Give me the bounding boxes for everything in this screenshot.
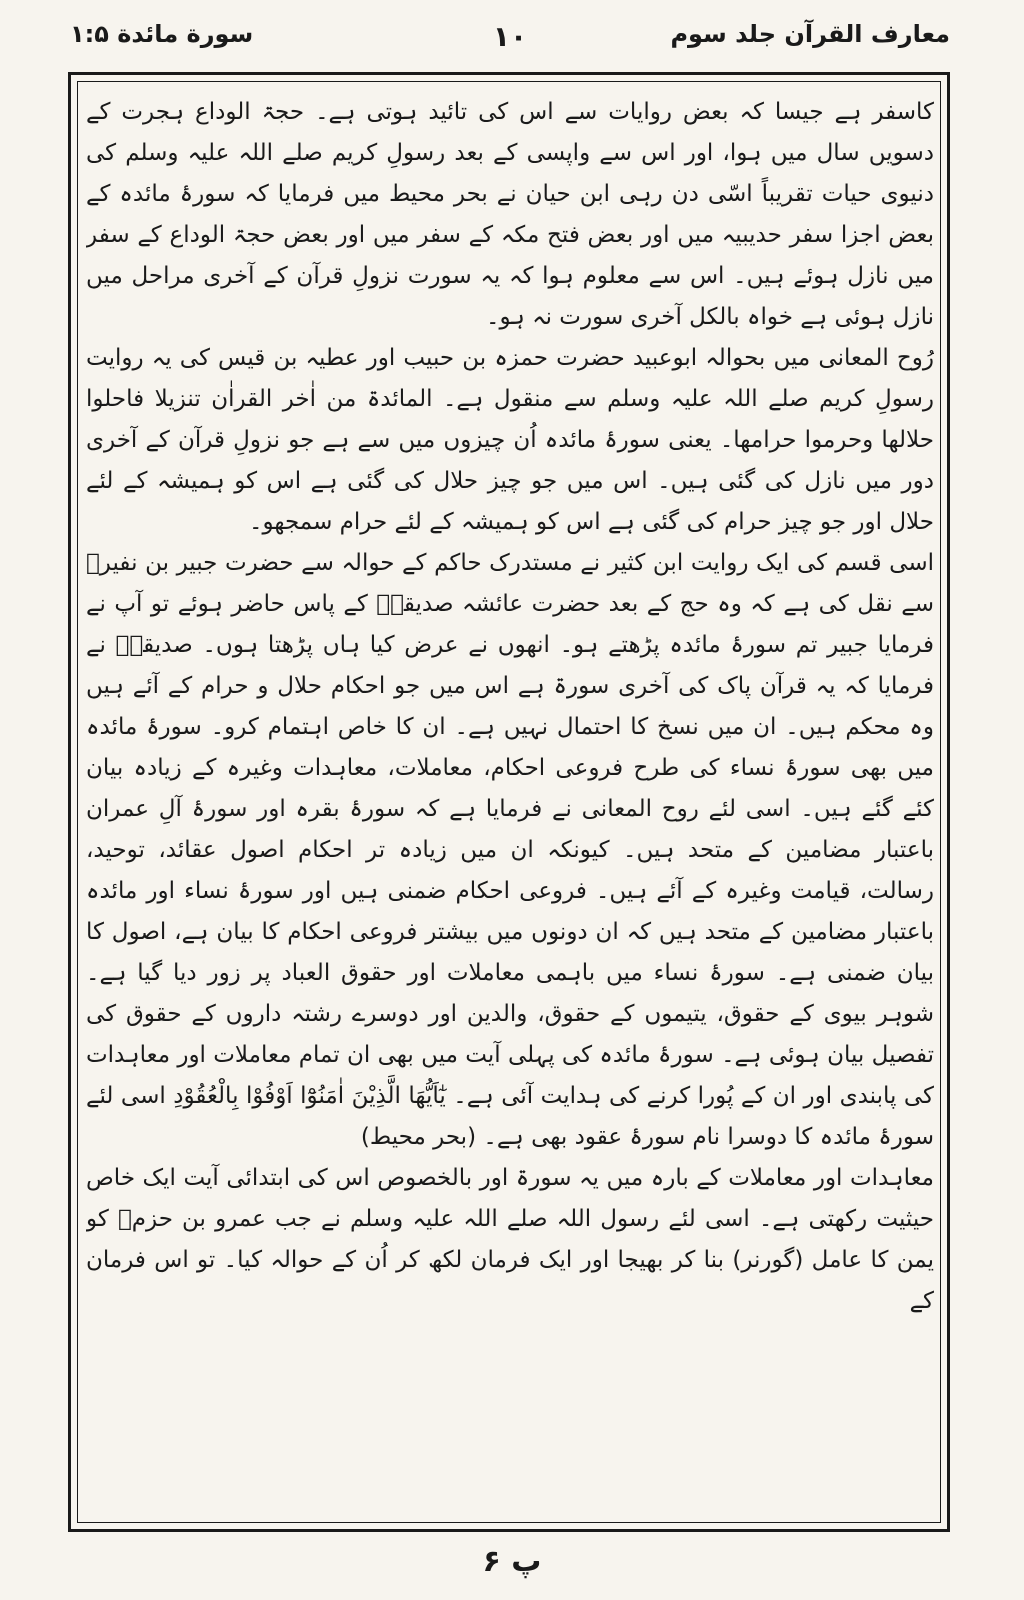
page-number: ۱۰ (492, 20, 528, 53)
paragraph-2: رُوح المعانی میں بحوالہ ابوعبید حضرت حمزہ بن حبیب اور عطیہ بن قیس کی یہ روایت رسولِ کریم صلے اللہ علیہ وسلم سے منقول ہے۔ المائدۃ من اٰخر القراٰن تنزیلا فاحلوا حلالھا وحرموا حرامھا۔ یعنی سورۂ مائدہ اُن چیزوں میں سے ہے جو نزولِ قرآن کے آخری دور میں نازل کی گئی ہیں۔ اس میں جو چیز حلال کی گئی ہے اس کو ہمیشہ کے لئے حلال اور جو چیز حرام کی گئی ہے اس کو ہمیشہ کے لئے حرام سمجھو۔ (86, 345, 934, 535)
surah-reference: سورة مائدة ۱:۵ (70, 20, 254, 48)
paragraph-1: کاسفر ہے جیسا کہ بعض روایات سے اس کی تائید ہوتی ہے۔ حجۃ الوداع ہجرت کے دسویں سال میں ہوا، اور اس سے واپسی کے بعد رسولِ کریم صلے اللہ علیہ وسلم کی دنیوی حیات تقریباً اسّی دن رہی ابن حیان نے بحر محیط میں فرمایا کہ سورۂ مائدہ کے بعض اجزا سفر حدیبیہ میں اور بعض فتح مکہ کے سفر میں اور بعض حجۃ الوداع کے سفر میں نازل ہوئے ہیں۔ اس سے معلوم ہوا کہ یہ سورت نزولِ قرآن کے آخری مراحل میں نازل ہوئی ہے خواہ بالکل آخری سورت نہ ہو۔ (86, 99, 934, 330)
body-text (86, 92, 934, 1512)
paragraph-4: معاہدات اور معاملات کے بارہ میں یہ سورۃ اور بالخصوص اس کی ابتدائی آیت ایک خاص حیثیت رکھتی ہے۔ اسی لئے رسول اللہ صلے اللہ علیہ وسلم نے جب عمرو بن حزمؓ کو یمن کا عامل (گورنر) بنا کر بھیجا اور ایک فرمان لکھ کر اُن کے حوالہ کیا۔ تو اس فرمان کے (86, 1165, 934, 1314)
page-header (70, 20, 950, 66)
page-signature: پ ۶ (482, 1544, 542, 1579)
book-title: معارف القرآن جلد سوم (670, 20, 950, 48)
paragraph-3: اسی قسم کی ایک روایت ابن کثیر نے مستدرک حاکم کے حوالہ سے حضرت جبیر بن نفیرؓ سے نقل کی ہے کہ وہ حج کے بعد حضرت عائشہ صدیقہؓ کے پاس حاضر ہوئے تو آپ نے فرمایا جبیر تم سورۂ مائدہ پڑھتے ہو۔ انھوں نے عرض کیا ہاں پڑھتا ہوں۔ صدیقہؓ نے فرمایا کہ یہ قرآن پاک کی آخری سورۃ ہے اس میں جو احکام حلال و حرام کے آئے ہیں وہ محکم ہیں۔ ان میں نسخ کا احتمال نہیں ہے۔ ان کا خاص اہتمام کرو۔ سورۂ مائدہ میں بھی سورۂ نساء کی طرح فروعی احکام، معاملات، معاہدات وغیرہ کے زیادہ بیان کئے گئے ہیں۔ اسی لئے روح المعانی نے فرمایا ہے کہ سورۂ بقرہ اور سورۂ آلِ عمران باعتبار مضامین کے متحد ہیں۔ کیونکہ ان میں زیادہ تر احکام اصول عقائد، توحید، رسالت، قیامت وغیرہ کے آئے ہیں۔ فروعی احکام ضمنی ہیں اور سورۂ نساء اور مائدہ باعتبار مضامین کے متحد ہیں کہ ان دونوں میں بیشتر فروعی احکام کا بیان ہے، اصول کا بیان ضمنی ہے۔ سورۂ نساء میں باہمی معاملات اور حقوق العباد پر زور دیا گیا ہے۔ شوہر بیوی کے حقوق، یتیموں کے حقوق، والدین اور دوسرے رشتہ داروں کے حقوق کی تفصیل بیان ہوئی ہے۔ سورۂ مائدہ کی پہلی آیت میں بھی ان تمام معاملات اور معاہدات کی پابندی اور ان کے پُورا کرنے کی ہدایت آئی ہے۔ یٰٓاَیُّھَا الَّذِیْنَ اٰمَنُوْٓا اَوْفُوْا بِالْعُقُوْدِ اسی لئے سورۂ مائدہ کا دوسرا نام سورۂ عقود بھی ہے۔ (بحر محیط) (86, 550, 934, 1150)
